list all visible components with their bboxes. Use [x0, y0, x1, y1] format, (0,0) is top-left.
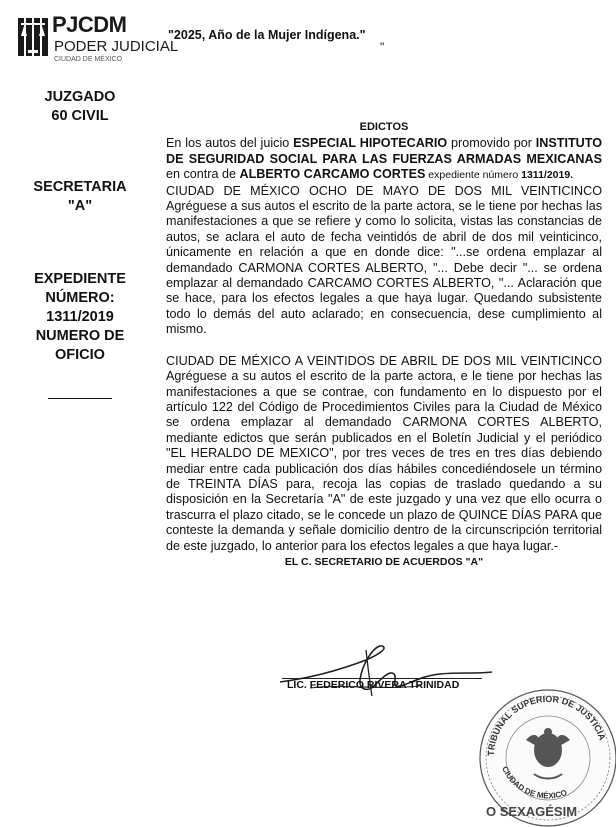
summons-paragraph: CIUDAD DE MÉXICO A VEINTIDOS DE ABRIL DE DOS MIL VEINTICINCO Agréguese a su autos el escrito de la parte actora, e le tiene por hechas las manifestaciones a que se contrae, con fundamento en lo dispuesto por el artículo 122 del Código de Procedimientos Civiles para la Ciudad de México se ordena emplazar al demandado CARMONA CORTES ALBERTO, mediante edictos que serán publicados en el Boletín Judicial y el periódico "EL HERALDO DE MEXICO", por tres veces de tres en tres días debiendo mediar entre cada publicación dos días hábiles concediéndosele un término de TREINTA DÍAS para, recoja las copias de traslado quedando a su disposición en la Secretaría "A" de este juzgado y una vez que ello ocurra o trascurra el plazo citado, se le concede un plazo de QUINCE DÍAS PARA que conteste la demanda y señale domicilio dentro de la circunscripción territorial de este juzgado, lo anterior para los efectos legales a que haya lugar.-: [166, 353, 602, 553]
secretary-block: [10, 178, 150, 216]
intro-text: En los autos del juicio: [166, 136, 294, 151]
blank-office-line: [48, 398, 112, 399]
year-motto: "2025, Año de la Mujer Indígena.": [168, 28, 366, 42]
court-block: [10, 88, 150, 126]
logo-subtitle-small: CIUDAD DE MÉXICO: [54, 56, 123, 63]
logo-subtitle: PODER JUDICIAL: [54, 38, 179, 55]
handwritten-signature: [270, 640, 500, 700]
file-label: EXPEDIENTE: [34, 271, 126, 287]
file-number-value: 1311/2019.: [521, 169, 574, 182]
file-block: [10, 270, 150, 365]
signer-name: LIC. FEDERICO RIVERA TRINIDAD: [287, 679, 460, 691]
file-number-label: NÚMERO:: [45, 290, 115, 306]
pjcdm-logo: [16, 12, 179, 64]
edict-title: EDICTOS: [359, 121, 409, 133]
file-number: 1311/2019: [46, 309, 114, 325]
seal-bottom-text: CIUDAD DE MÉXICO: [500, 764, 569, 801]
official-court-seal: [476, 670, 616, 827]
clarification-paragraph: CIUDAD DE MÉXICO OCHO DE MAYO DE DOS MIL VEINTICINCO Agréguese a sus autos el escrito de la parte actora, se le tiene por hechas las manifestaciones a que se refiere y como lo solicita, vistas las constancias de autos, se aclara el auto de fecha veintidós de abril de dos mil veinticinco, únicamente en relación a que en donde dice: "...se ordena emplazar al demandado CARMONA CORTES ALBERTO, "... Debe decir "... se ordena emplazar al demandado CARCAMO CORTES ALBERTO, "... Aclaración que se hace, para los efectos legales a que haya lugar. Quedando subsistente todo lo demás del auto aclarado; en consecuencia, dese cumplimiento al mismo.: [166, 183, 602, 337]
stray-quote-mark: ": [380, 40, 385, 54]
defendant-name: ALBERTO CARCAMO CORTES: [239, 167, 426, 182]
seal-ring-text: TRIBUNAL SUPERIOR DE JUSTICIA: [485, 693, 608, 757]
intro-text-2: promovido por: [447, 136, 536, 151]
signer-title: EL C. SECRETARIO DE ACUERDOS "A": [284, 555, 484, 568]
logo-name: PJCDM: [52, 12, 127, 37]
secretary-letter: "A": [67, 198, 93, 214]
file-number-text: expediente número: [425, 169, 522, 182]
secretary-label: SECRETARIA: [33, 179, 127, 195]
office-number-label: NUMERO DE: [35, 328, 125, 344]
intro-text-3: en contra de: [166, 167, 240, 182]
scales-logo-icon: [16, 14, 50, 60]
edict-intro: [166, 136, 602, 183]
plaintiff-name: INSTITUTO DE SEGURIDAD SOCIAL PARA LAS FUERZAS ARMADAS MEXICANAS: [166, 136, 602, 166]
court-label: JUZGADO: [44, 89, 116, 105]
office-label: OFICIO: [55, 347, 105, 363]
edict-body: [166, 120, 602, 570]
trial-type: ESPECIAL HIPOTECARIO: [293, 136, 448, 151]
seal-court-text: O SEXAGÉSIM: [486, 804, 578, 819]
court-number: 60 CIVIL: [51, 108, 109, 124]
